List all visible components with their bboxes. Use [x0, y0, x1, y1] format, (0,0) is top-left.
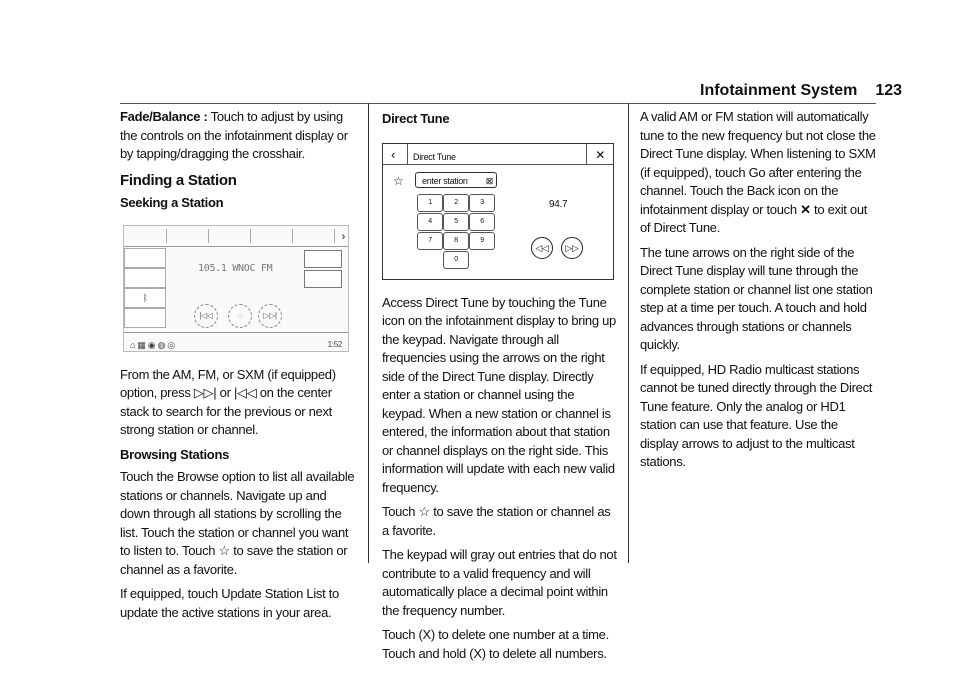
tab	[250, 229, 293, 243]
clock: 1:52	[327, 339, 342, 349]
close-x-icon: ✕	[595, 147, 605, 162]
star-icon: ☆	[218, 543, 230, 558]
browse-text: to save the station or channel as a favorite.	[120, 543, 348, 577]
seek-next-icon: ▷▷|	[193, 385, 217, 400]
delete-paragraph: Touch (X) to delete one number at a time. Touch and hold (X) to delete all numbers.	[382, 627, 609, 661]
seek-next-icon: ▷▷	[561, 237, 583, 259]
keypad-key: 0	[443, 251, 469, 269]
tab	[166, 229, 209, 243]
direct-tune-titlebar	[383, 144, 613, 165]
source-button	[124, 268, 166, 288]
valid-text: A valid AM or FM station will automatically tune to the new frequency but not close the Direct Tune display. When listening to SXM (if equipped), touch Go after entering the channel. Touch the Back icon on the infotainment display or touch	[640, 109, 876, 217]
seek-or: or	[219, 385, 231, 400]
option-button	[304, 270, 342, 288]
direct-tune-title: Direct Tune	[413, 151, 456, 162]
direct-tune-illustration	[382, 143, 614, 280]
keypad-key: 6	[469, 213, 495, 231]
source-button	[124, 248, 166, 268]
tab	[292, 229, 335, 243]
touch-favorite-paragraph	[382, 503, 618, 540]
back-arrow-icon: ‹	[391, 146, 396, 162]
tab	[124, 229, 167, 243]
valid-paragraph	[640, 108, 876, 238]
seek-previous-icon: |◁◁	[233, 385, 257, 400]
star-icon: ☆	[418, 504, 430, 519]
option-button	[304, 250, 342, 268]
keypad-key: 2	[443, 194, 469, 212]
radio-screen-illustration	[123, 225, 349, 352]
fade-text: Touch to adjust by using the controls on the infotainment display or by tapping/dragging the crosshair.	[120, 109, 348, 161]
section-title: Infotainment System	[700, 82, 858, 99]
seek-previous-icon: |◁◁	[194, 304, 218, 328]
seek-text: on the center stack to search for the previous or next strong station or channel.	[120, 385, 332, 437]
seek-previous-icon: ◁◁	[531, 237, 553, 259]
divider	[407, 144, 408, 164]
keypad-paragraph: The keypad will gray out entries that do not contribute to a valid frequency and will automatically place a decimal point within the frequency number.	[382, 547, 617, 618]
divider	[586, 144, 587, 164]
page-header	[700, 82, 903, 100]
station-name: 105.1 WNOC FM	[198, 262, 273, 274]
bluetooth-icon: ᛒ	[124, 288, 166, 308]
touch-text: Touch	[382, 504, 416, 519]
chevron-right-icon: ›	[341, 230, 345, 243]
entry-placeholder: enter station	[422, 175, 468, 186]
fade-label: Fade/Balance :	[120, 109, 208, 124]
touch-text: to save the station or channel as a favorite.	[382, 504, 611, 538]
column-2	[382, 108, 618, 669]
hd-paragraph: If equipped, HD Radio multicast stations cannot be tuned directly through the Direct Tune feature. Only the analog or HD1 station can use that feature. Use the display arrows to adjust to the multicast stations.	[640, 361, 873, 469]
access-paragraph: Access Direct Tune by touching the Tune icon on the infotainment display to bring up the keypad. Navigate through all frequencies using the arrows on the right side of the Direct Tune display. Directly enter a station or channel using the keypad. When a new station or channel is entered, the information about that station or channel displays on the right side. This information will update with each new valid frequency.	[382, 294, 616, 495]
heading-browsing: Browsing Stations	[120, 446, 230, 462]
column-3	[640, 108, 876, 478]
update-paragraph: If equipped, touch Update Station List to update the active stations in your area.	[120, 586, 339, 620]
seek-paragraph	[120, 366, 356, 440]
heading-finding-station: Finding a Station	[120, 171, 237, 189]
app-icons: ⌂ ▦ ◉ ◍ ◎	[130, 339, 175, 350]
column-divider	[628, 103, 629, 563]
browse-text: Touch the Browse option to list all available stations or channels. Navigate up and down through all stations by scrolling the list. Touch the station or channel you want to listen to. Touch	[120, 469, 355, 558]
column-1	[120, 108, 356, 628]
station-entry-field	[415, 172, 497, 188]
star-icon: ☆	[393, 173, 404, 188]
tab	[208, 229, 251, 243]
page-number: 123	[875, 82, 903, 99]
valid-text: to exit out of Direct Tune.	[640, 201, 868, 235]
keypad-key: 5	[443, 213, 469, 231]
fade-paragraph	[120, 108, 356, 164]
keypad-key: 1	[417, 194, 443, 212]
seek-text: From the AM, FM, or SXM (if equipped) option, press	[120, 366, 336, 400]
tune-icon: ◌	[228, 304, 252, 328]
keypad-key: 8	[443, 232, 469, 250]
keypad-key: 3	[469, 194, 495, 212]
browse-paragraph	[120, 468, 356, 579]
keypad-key: 4	[417, 213, 443, 231]
frequency-display: 94.7	[549, 198, 568, 210]
heading-seeking-station: Seeking a Station	[120, 195, 224, 210]
keypad-key: 9	[469, 232, 495, 250]
column-divider	[368, 103, 369, 563]
tab-bar	[124, 226, 348, 247]
close-x-icon: ✕	[800, 201, 811, 217]
seek-next-icon: ▷▷|	[258, 304, 282, 328]
delete-icon: ⊠	[485, 175, 493, 186]
keypad-key: 7	[417, 232, 443, 250]
source-button	[124, 308, 166, 328]
arrows-paragraph: The tune arrows on the right side of the Direct Tune display will tune through the complete station or channel list one station step at a time per touch. A touch and hold advances through stations or channels quickly.	[640, 244, 873, 352]
status-bar	[124, 332, 348, 351]
heading-direct-tune: Direct Tune	[382, 111, 450, 126]
header-rule	[120, 103, 876, 104]
